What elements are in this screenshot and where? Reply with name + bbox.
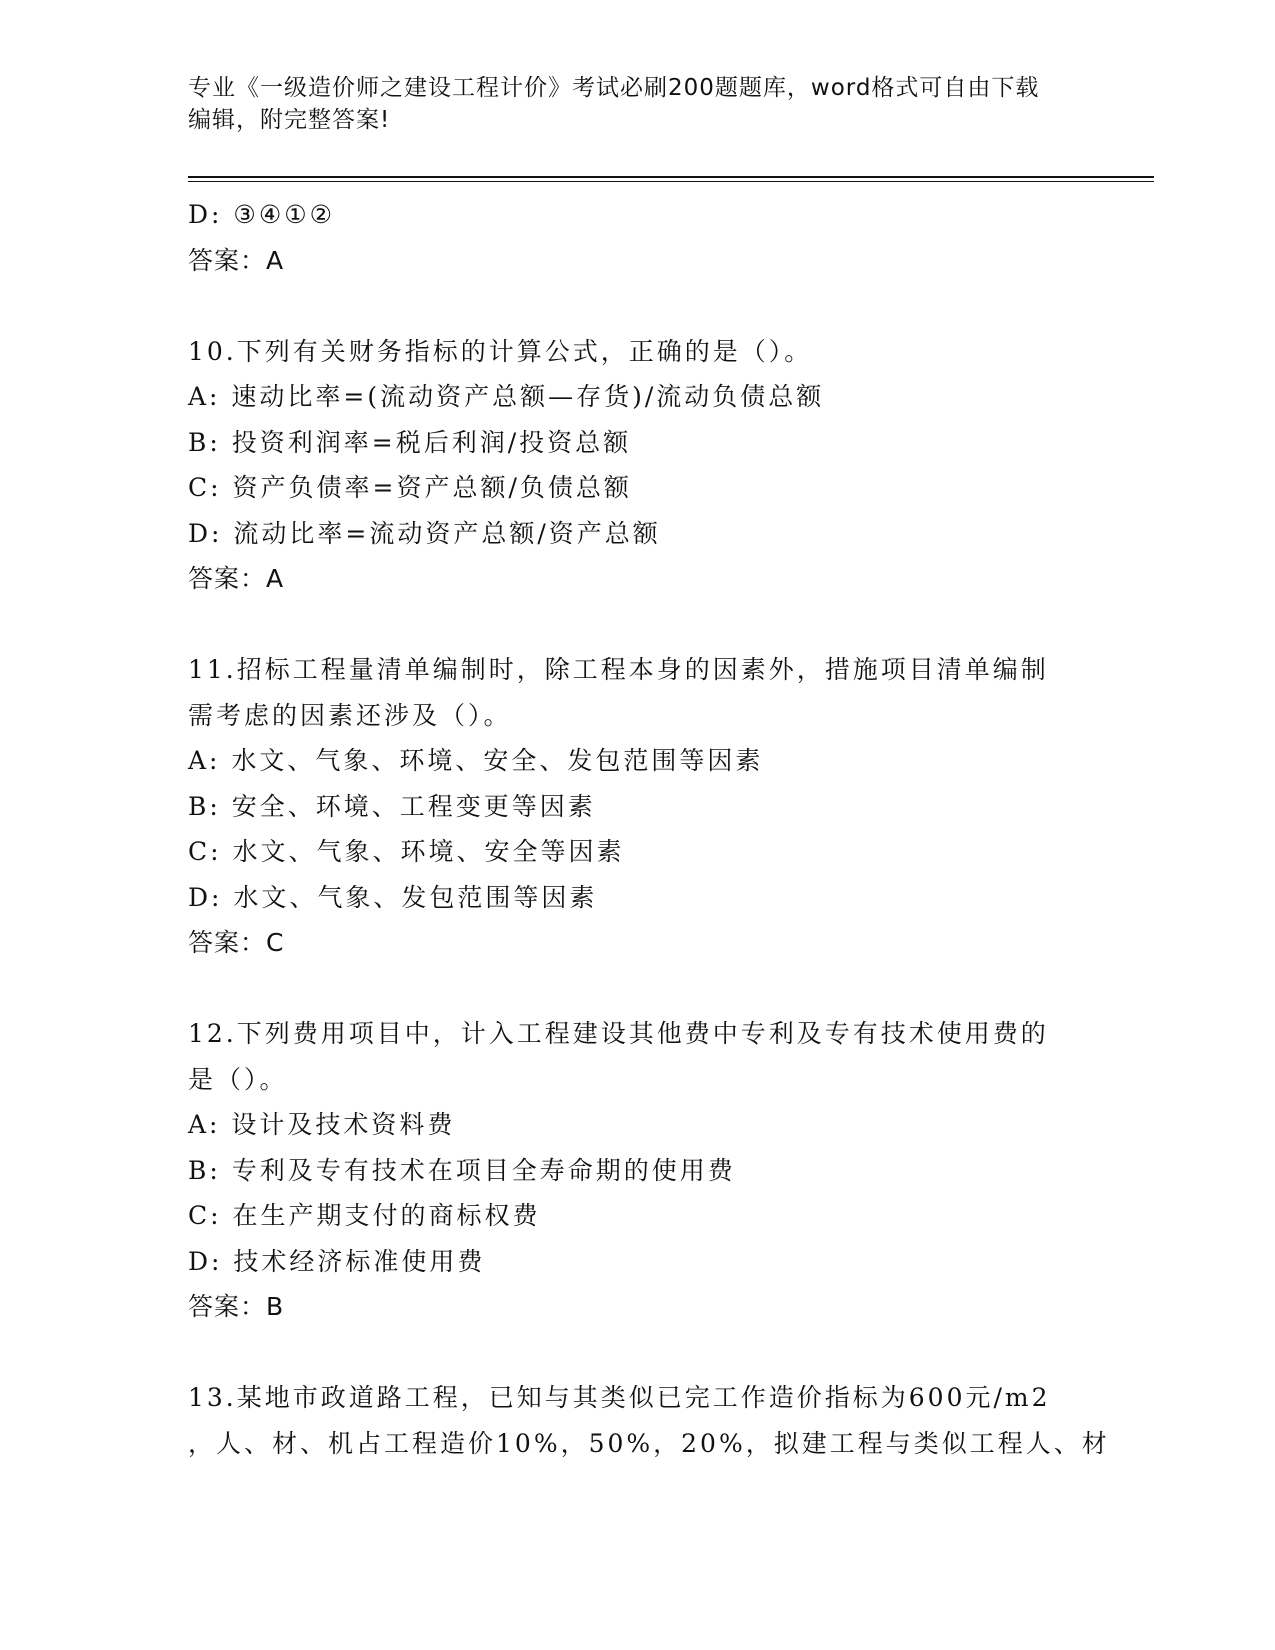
question-11-stem-line-1: 11.招标工程量清单编制时，除工程本身的因素外，措施项目清单编制 — [188, 655, 1049, 684]
question-list — [188, 192, 1110, 1466]
question-10-option-b: B: 投资利润率=税后利润/投资总额 — [188, 427, 632, 457]
question-12-option-c: C: 在生产期支付的商标权费 — [188, 1201, 541, 1230]
spacer — [188, 1330, 1088, 1376]
question-11-option-d: D: 水文、气象、发包范围等因素 — [188, 882, 598, 912]
question-10-option-c: C: 资产负债率=资产总额/负债总额 — [188, 473, 632, 502]
question-10-option-a: A: 速动比率=(流动资产总额—存货)/流动负债总额 — [188, 382, 825, 411]
spacer — [188, 283, 1088, 329]
page-header — [188, 72, 1068, 136]
question-10-stem: 10.下列有关财务指标的计算公式，正确的是（）。 — [188, 336, 813, 366]
spacer — [188, 966, 1088, 1012]
question-12-option-d: D: 技术经济标准使用费 — [188, 1246, 486, 1276]
question-12-option-b: B: 专利及专有技术在项目全寿命期的使用费 — [188, 1155, 736, 1185]
question-11-option-c: C: 水文、气象、环境、安全等因素 — [188, 837, 625, 866]
question-13-stem-line-2: ，人、材、机占工程造价10%，50%，20%，拟建工程与类似工程人、材 — [188, 1428, 1110, 1458]
question-11-option-b: B: 安全、环境、工程变更等因素 — [188, 791, 596, 821]
question-10-answer: 答案：A — [188, 564, 285, 593]
question-13-stem-line-1: 13.某地市政道路工程，已知与其类似已完工作造价指标为600元/m2 — [188, 1383, 1051, 1412]
prev-answer: 答案：A — [188, 245, 285, 275]
question-12-stem-line-2: 是（）。 — [188, 1064, 288, 1094]
question-10-option-d: D: 流动比率=流动资产总额/资产总额 — [188, 518, 661, 548]
question-11-answer: 答案：C — [188, 928, 285, 957]
question-12-stem-line-1: 12.下列费用项目中，计入工程建设其他费中专利及专有技术使用费的 — [188, 1019, 1049, 1048]
spacer — [188, 602, 1088, 648]
header-line-1: 专业《一级造价师之建设工程计价》考试必刷200题题库，word格式可自由下载 — [188, 75, 1040, 101]
question-11-option-a: A: 水文、气象、环境、安全、发包范围等因素 — [188, 746, 764, 775]
question-12-answer: 答案：B — [188, 1292, 285, 1321]
question-11-stem-line-2: 需考虑的因素还涉及（）。 — [188, 700, 512, 730]
question-12-option-a: A: 设计及技术资料费 — [188, 1110, 456, 1139]
header-divider-thick — [188, 176, 1154, 178]
prev-option-d: D: ③④①② — [188, 200, 336, 229]
header-divider-thin — [188, 181, 1154, 182]
header-line-2: 编辑，附完整答案! — [188, 107, 391, 133]
